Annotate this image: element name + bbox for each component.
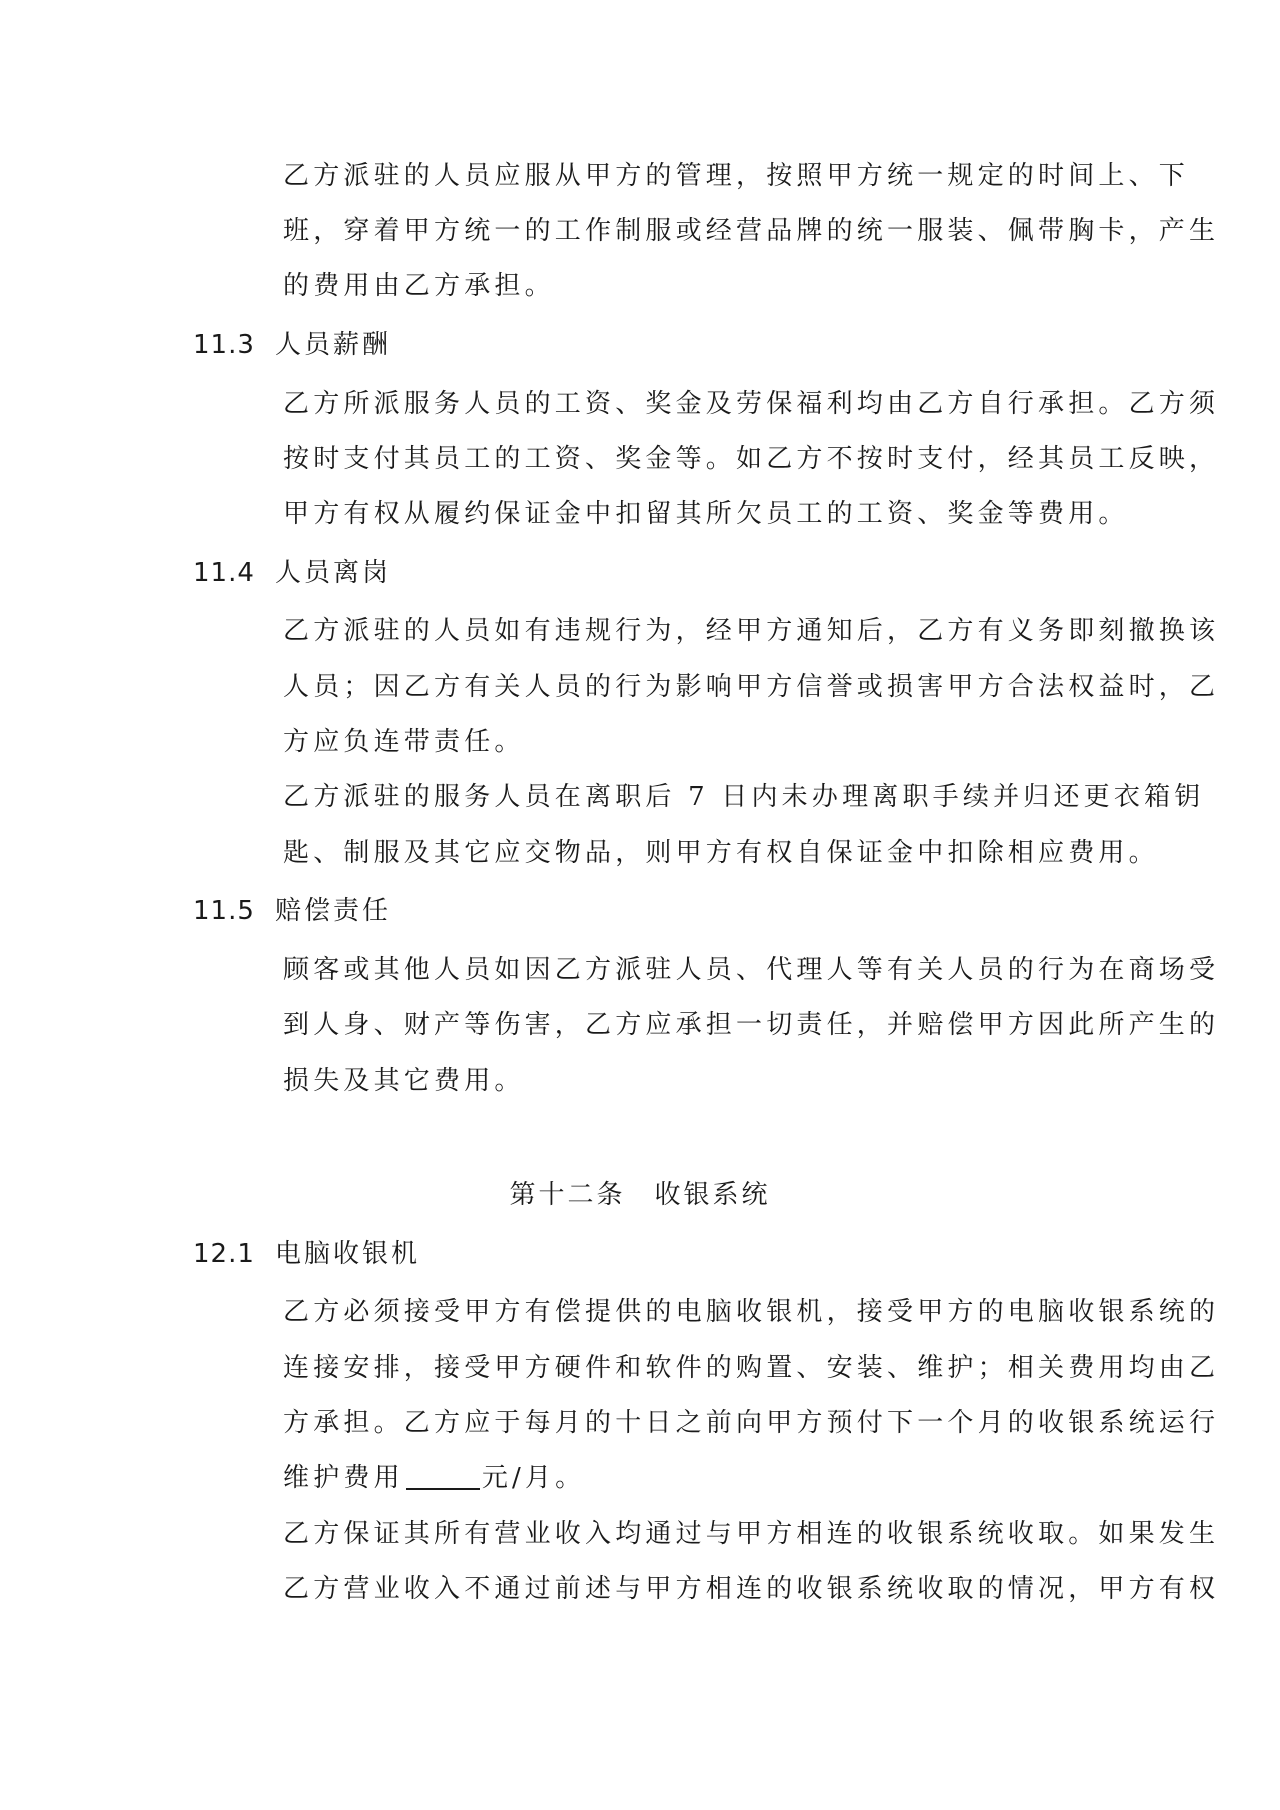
section-number: 11.5 — [193, 896, 255, 926]
paragraph-line: 损失及其它费用。 — [283, 1066, 525, 1096]
paragraph-line: 乙方必须接受甲方有偿提供的电脑收银机，接受甲方的电脑收银系统的 — [283, 1297, 1220, 1327]
section-title: 赔偿责任 — [275, 896, 392, 926]
fee-line — [283, 1461, 585, 1495]
paragraph-line: 顾客或其他人员如因乙方派驻人员、代理人等有关人员的行为在商场受 — [283, 955, 1220, 985]
section-heading-11-4 — [193, 556, 391, 590]
paragraph-line: 班，穿着甲方统一的工作制服或经营品牌的统一服装、佩带胸卡，产生 — [283, 216, 1220, 246]
section-number: 11.3 — [193, 330, 255, 360]
paragraph-line: 乙方保证其所有营业收入均通过与甲方相连的收银系统收取。如果发生 — [283, 1519, 1220, 1549]
section-heading-12-1 — [193, 1237, 420, 1271]
section-title: 电脑收银机 — [275, 1239, 421, 1269]
paragraph-line: 匙、制服及其它应交物品，则甲方有权自保证金中扣除相应费用。 — [283, 838, 1159, 868]
paragraph-line: 乙方派驻的服务人员在离职后 7 日内未办理离职手续并归还更衣箱钥 — [283, 782, 1205, 812]
paragraph-line: 到人身、财产等伤害，乙方应承担一切责任，并赔偿甲方因此所产生的 — [283, 1010, 1220, 1040]
paragraph-line: 乙方派驻的人员应服从甲方的管理，按照甲方统一规定的时间上、下 — [283, 161, 1190, 191]
paragraph-line: 人员；因乙方有关人员的行为影响甲方信誉或损害甲方合法权益时，乙 — [283, 672, 1220, 702]
paragraph-line: 方应负连带责任。 — [283, 727, 525, 757]
section-heading-11-5 — [193, 894, 391, 928]
paragraph-line: 乙方派驻的人员如有违规行为，经甲方通知后，乙方有义务即刻撤换该 — [283, 616, 1220, 646]
article-title: 第十二条 收银系统 — [509, 1180, 771, 1210]
fee-suffix: 元/月。 — [481, 1463, 586, 1493]
paragraph-line: 乙方所派服务人员的工资、奖金及劳保福利均由乙方自行承担。乙方须 — [283, 389, 1220, 419]
paragraph-line: 方承担。乙方应于每月的十日之前向甲方预付下一个月的收银系统运行 — [283, 1408, 1220, 1438]
paragraph-line: 甲方有权从履约保证金中扣留其所欠员工的工资、奖金等费用。 — [283, 499, 1129, 529]
paragraph-line: 的费用由乙方承担。 — [283, 271, 555, 301]
paragraph-line: 连接安排，接受甲方硬件和软件的购置、安装、维护；相关费用均由乙 — [283, 1353, 1220, 1383]
paragraph-line: 乙方营业收入不通过前述与甲方相连的收银系统收取的情况，甲方有权 — [283, 1574, 1220, 1604]
section-title: 人员薪酬 — [275, 330, 392, 360]
section-title: 人员离岗 — [275, 558, 392, 588]
section-number: 12.1 — [193, 1239, 255, 1269]
fee-prefix: 维护费用 — [283, 1463, 404, 1493]
section-heading-11-3 — [193, 328, 391, 362]
paragraph-line: 按时支付其员工的工资、奖金等。如乙方不按时支付，经其员工反映， — [283, 444, 1220, 474]
section-number: 11.4 — [193, 558, 255, 588]
fee-blank-field — [406, 1462, 480, 1490]
